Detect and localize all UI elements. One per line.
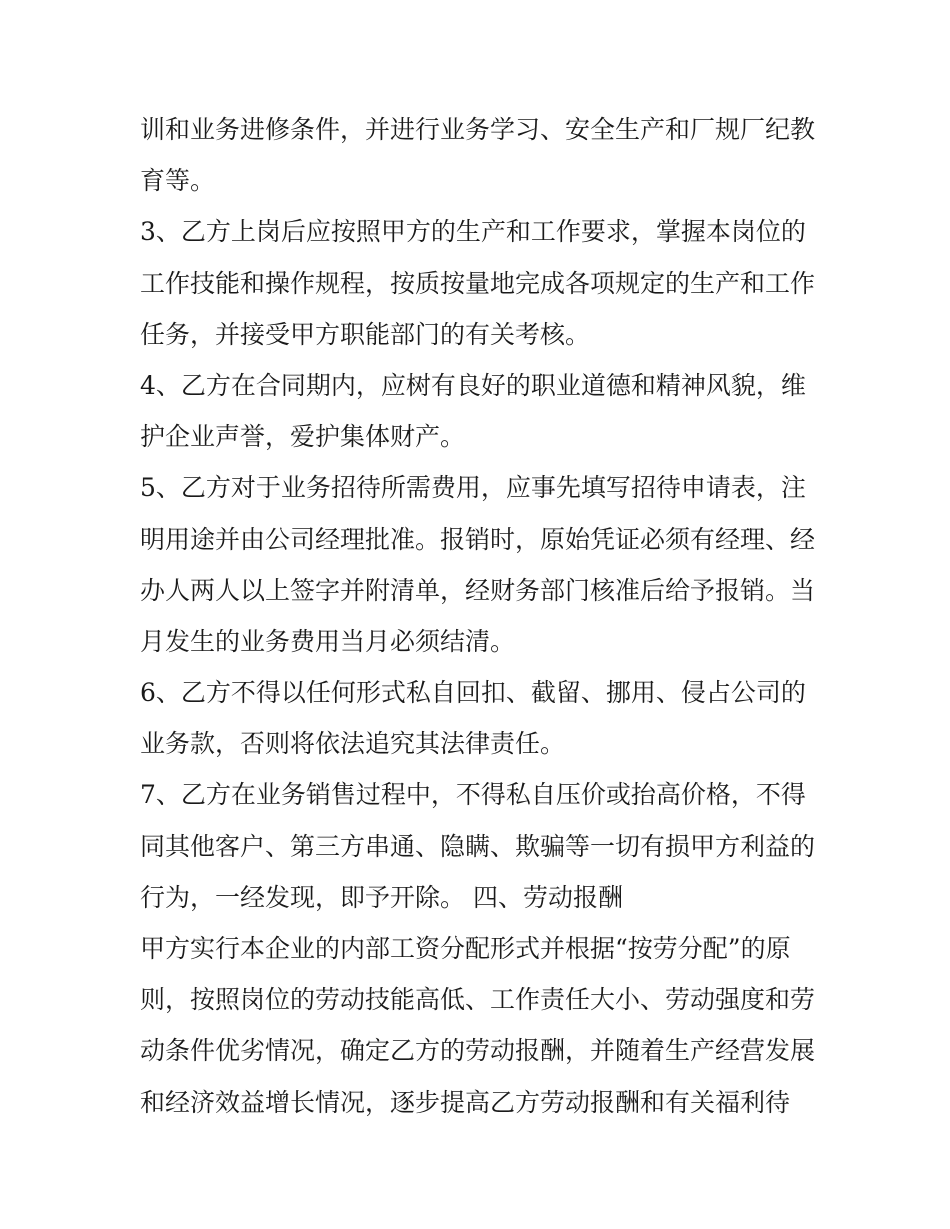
text-line: 7、乙方在业务销售过程中，不得私自压价或抬高价格，不得 [140, 780, 806, 810]
text-line: 业务款，否则将依法追究其法律责任。 [140, 729, 566, 759]
text-line: 训和业务进修条件，并进行业务学习、安全生产和厂规厂纪教 [140, 115, 816, 144]
text-line: 育等。 [140, 166, 216, 196]
text-line: 同其他客户、第三方串通、隐瞒、欺骗等一切有损甲方利益的 [140, 831, 816, 861]
text-line: 动条件优劣情况，确定乙方的劳动报酬，并随着生产经营发展 [140, 1036, 816, 1066]
text-line: 6、乙方不得以任何形式私自回扣、截留、挪用、侵占公司的 [140, 678, 806, 708]
text-line: 则，按照岗位的劳动技能高低、工作责任大小、劳动强度和劳 [140, 985, 816, 1015]
text-line: 5、乙方对于业务招待所需费用，应事先填写招待申请表，注 [140, 473, 806, 503]
text-line: 甲方实行本企业的内部工资分配形式并根据“按劳分配”的原 [140, 934, 791, 963]
text-line: 工作技能和操作规程，按质按量地完成各项规定的生产和工作 [140, 268, 816, 298]
text-line: 行为，一经发现，即予开除。 四、劳动报酬 [140, 882, 623, 912]
text-line: 办人两人以上签字并附清单，经财务部门核准后给予报销。当 [140, 575, 816, 605]
text-line: 任务，并接受甲方职能部门的有关考核。 [140, 319, 591, 349]
text-line: 3、乙方上岗后应按照甲方的生产和工作要求，掌握本岗位的 [140, 217, 806, 247]
text-line: 和经济效益增长情况，逐步提高乙方劳动报酬和有关福利待 [140, 1087, 791, 1117]
document-body [140, 104, 830, 1128]
text-line: 护企业声誉，爱护集体财产。 [140, 422, 466, 452]
text-line: 明用途并由公司经理批准。报销时，原始凭证必须有经理、经 [140, 524, 816, 554]
text-line: 月发生的业务费用当月必须结清。 [140, 626, 516, 656]
text-line: 4、乙方在合同期内，应树有良好的职业道德和精神风貌，维 [140, 370, 806, 400]
